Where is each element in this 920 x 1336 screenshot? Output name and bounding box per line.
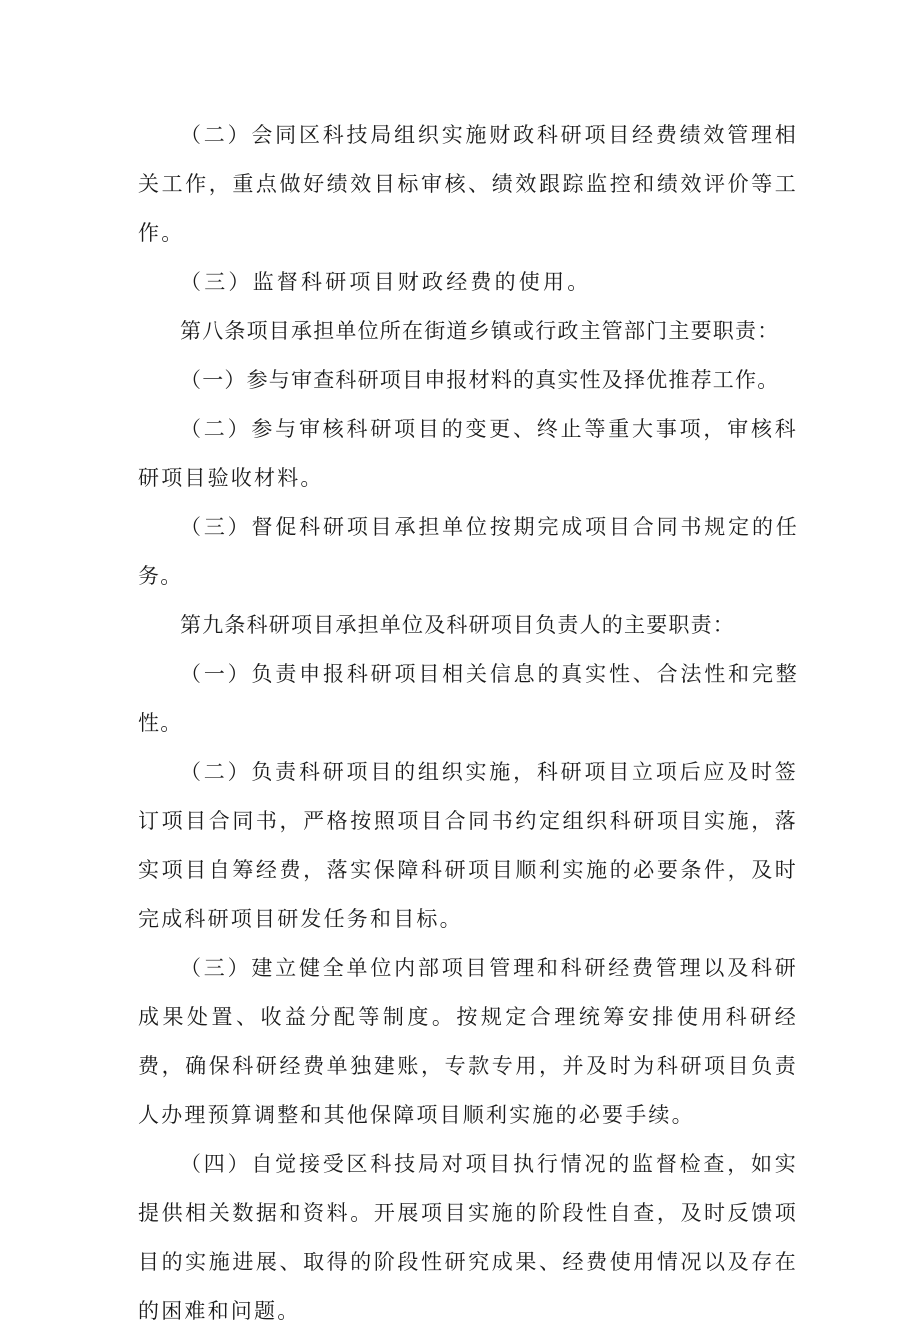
- paragraph-9: （二）负责科研项目的组织实施，科研项目立项后应及时签订项目合同书，严格按照项目合同书约定组织科研项目实施，落实项目自筹经费，落实保障科研项目顺利实施的必要条件，及时完成科研项目研发任务和目标。: [138, 760, 798, 931]
- paragraph-4: （一）参与审查科研项目申报材料的真实性及择优推荐工作。: [180, 368, 780, 392]
- paragraph-1: （二）会同区科技局组织实施财政科研项目经费绩效管理相关工作，重点做好绩效目标审核、绩效跟踪监控和绩效评价等工作。: [138, 123, 798, 245]
- paragraph-7: 第九条科研项目承担单位及科研项目负责人的主要职责：: [180, 613, 735, 637]
- document-body: [138, 111, 798, 1336]
- paragraph-3: 第八条项目承担单位所在街道乡镇或行政主管部门主要职责：: [180, 319, 780, 343]
- paragraph-8: （一）负责申报科研项目相关信息的真实性、合法性和完整性。: [138, 662, 798, 735]
- paragraph-6: （三）督促科研项目承担单位按期完成项目合同书规定的任务。: [138, 515, 798, 588]
- paragraph-5: （二）参与审核科研项目的变更、终止等重大事项，审核科研项目验收材料。: [138, 417, 798, 490]
- paragraph-10: （三）建立健全单位内部项目管理和科研经费管理以及科研成果处置、收益分配等制度。按规定合理统筹安排使用科研经费，确保科研经费单独建账，专款专用，并及时为科研项目负责人办理预算调整和其他保障项目顺利实施的必要手续。: [138, 956, 798, 1127]
- paragraph-11: （四）自觉接受区科技局对项目执行情况的监督检查，如实提供相关数据和资料。开展项目实施的阶段性自查，及时反馈项目的实施进展、取得的阶段性研究成果、经费使用情况以及存在的困难和问题。: [138, 1152, 798, 1323]
- paragraph-2: （三）监督科研项目财政经费的使用。: [180, 270, 592, 294]
